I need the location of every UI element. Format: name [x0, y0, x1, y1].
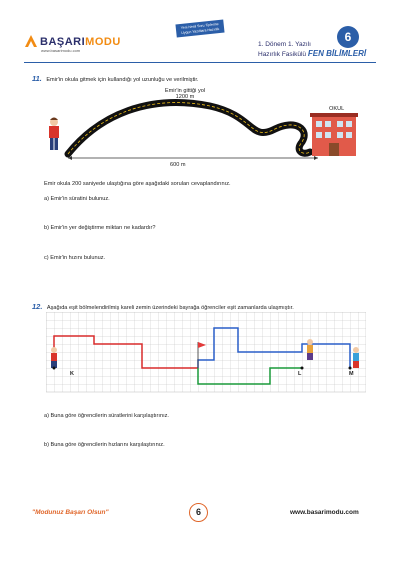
- logo-mark-icon: [24, 34, 38, 48]
- header-divider: [24, 62, 376, 63]
- question-text: Aşağıda eşit bölmelendirilmiş kareli zemin üzerindeki bayrağa öğrenciler eşit zamanlarda ulaşmıştır.: [46, 305, 294, 311]
- distance-label: 600 m: [170, 162, 186, 168]
- label-m: M: [349, 371, 354, 377]
- footer-motto: "Modunuz Başarı Olsun": [32, 509, 109, 516]
- question-12-a: a) Buna göre öğrencilerin süratlerini karşılaştırınız.: [44, 413, 169, 419]
- road-label: [150, 88, 220, 100]
- grade-badge: 6: [337, 26, 359, 48]
- page-number: 6: [189, 503, 208, 522]
- header-line1: 1. Dönem 1. Yazılı: [258, 41, 311, 48]
- question-11-c: c) Emir'in hızını bulunuz.: [44, 255, 106, 261]
- question-number: 11.: [32, 74, 42, 83]
- question-11-intro: Emir okula 200 saniyede ulaştığına göre aşağıdaki soruları cevaplandırınız.: [44, 181, 231, 187]
- grid-floor: [46, 312, 366, 392]
- question-12-b: b) Buna göre öğrencilerin hızlarını karşılaştırınız.: [44, 442, 165, 448]
- label-l: L: [298, 371, 302, 377]
- label-k: K: [70, 371, 74, 377]
- subject-title: FEN BİLİMLERİ: [307, 49, 367, 58]
- header-line2: Hazırlık Fasikülü: [258, 51, 307, 58]
- logo-text: BAŞARIMODU: [40, 36, 121, 48]
- promo-banner: Yeni Nesil Soru Tiplerine Uygun Yazılılara Hazırlık: [175, 20, 224, 38]
- question-11-a: a) Emir'in süratini bulunuz.: [44, 196, 110, 202]
- footer-url: www.basarimodu.com: [290, 509, 359, 516]
- student-k-figure: [51, 347, 57, 368]
- student-l-figure: [307, 339, 313, 360]
- question-text: Emir'in okula gitmek için kullandığı yol uzunluğu ve verilmiştir.: [46, 77, 199, 83]
- logo-url: www.basarimodu.com: [41, 48, 81, 53]
- question-number: 12.: [32, 302, 43, 311]
- school-building: [310, 113, 358, 156]
- winding-road: [68, 103, 310, 154]
- boy-figure: [49, 118, 59, 151]
- school-label: OKUL: [329, 106, 345, 112]
- grid-diagram: [46, 312, 366, 396]
- student-m-figure: [353, 347, 359, 368]
- road-label-line1: Emir'in gittiği yol: [164, 88, 206, 94]
- question-11-b: b) Emir'in yer değiştirme miktarı ne kadardır?: [44, 225, 156, 231]
- road-label-line2: 1200 m: [175, 94, 195, 100]
